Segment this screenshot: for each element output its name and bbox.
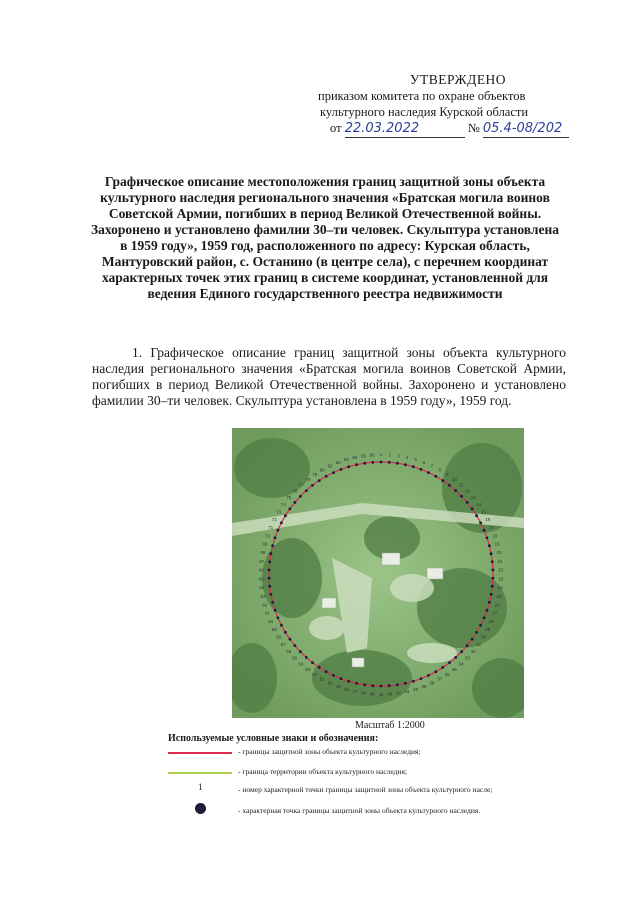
boundary-point-number: 22 — [498, 567, 504, 573]
boundary-point — [492, 569, 495, 572]
boundary-point — [488, 544, 491, 547]
boundary-point — [396, 683, 399, 686]
approval-heading: УТВЕРЖДЕНО — [409, 72, 507, 87]
boundary-point — [280, 521, 283, 524]
boundary-point-number: 9 — [445, 471, 449, 477]
boundary-point-number: 58 — [276, 634, 282, 640]
boundary-point — [363, 462, 366, 465]
boundary-point-number: 43 — [387, 691, 393, 697]
boundary-point — [441, 666, 444, 669]
boundary-point-number: 67 — [259, 558, 265, 564]
boundary-point — [490, 552, 493, 555]
boundary-point — [277, 616, 280, 619]
legend-text-territory: - граница территории объекта культурного наследия; — [238, 767, 407, 776]
boundary-point — [305, 489, 308, 492]
document-title: Графическое описание местоположения границ защитной зоны объекта культурного наследия регионального значения «Братская могила воинов Советской Армии, погибших в период Великой Отечественной войны. Захоронено и установлено фамилии 30–ти человек. Скульптура установлена в 1959 году», 1959 год, расположенного по адресу: Курская область, Мантуровский район, с. Останино (в центре села), с перечнем координат характерных точек этих границ в системе координат, установленной для ведения Единого государственного реестра недвижимости — [91, 174, 559, 301]
boundary-point — [284, 631, 287, 634]
approval-signature-line — [330, 120, 608, 138]
boundary-point-number: 8 — [438, 467, 441, 473]
boundary-point — [363, 683, 366, 686]
boundary-point-number: 30 — [480, 634, 486, 640]
boundary-point — [280, 624, 283, 627]
boundary-point-number: 35 — [451, 667, 457, 672]
boundary-point-number: 48 — [343, 686, 349, 692]
boundary-point — [289, 507, 292, 510]
boundary-point-number: 62 — [262, 602, 268, 608]
boundary-point — [274, 536, 277, 539]
boundary-point — [277, 529, 280, 532]
approval-line-2: культурного наследия Курской области — [320, 105, 529, 119]
boundary-point — [380, 685, 383, 688]
boundary-point-number: 50 — [327, 680, 333, 686]
boundary-point-number: 74 — [280, 502, 286, 508]
boundary-point — [466, 501, 469, 504]
boundary-point — [294, 644, 297, 647]
boundary-point-number: 71 — [268, 525, 274, 531]
map-svg — [232, 428, 524, 718]
boundary-point — [268, 585, 271, 588]
legend-dot-icon — [195, 803, 206, 814]
legend-number-glyph: 1 — [198, 782, 203, 792]
boundary-point — [318, 666, 321, 669]
boundary-point — [347, 680, 350, 683]
boundary-point-number: 80 — [319, 467, 325, 473]
boundary-point-number: 86 — [369, 452, 375, 458]
boundary-point-number: 44 — [378, 692, 384, 697]
legend-green-line — [168, 772, 232, 774]
boundary-point-number: 81 — [327, 463, 333, 469]
boundary-point — [404, 463, 407, 466]
boundary-point — [371, 684, 374, 687]
boundary-point-number: 70 — [264, 533, 270, 539]
boundary-point-number: 56 — [286, 648, 292, 654]
boundary-point-number: 52 — [312, 672, 318, 678]
boundary-point — [268, 569, 271, 572]
boundary-point-number: 46 — [360, 690, 367, 696]
boundary-point — [404, 682, 407, 685]
boundary-point — [299, 650, 302, 653]
boundary-point — [289, 638, 292, 641]
boundary-point-number: 6 — [422, 459, 426, 465]
legend-text-dot: - характерная точка границы защитной зоны объекта культурного наследия. — [238, 806, 481, 815]
boundary-point-number: 69 — [262, 541, 268, 547]
boundary-point — [491, 585, 494, 588]
boundary-point-number: 3 — [397, 453, 400, 459]
boundary-point — [434, 475, 437, 478]
legend-title: Используемые условные знаки и обозначения: — [168, 733, 379, 744]
boundary-point — [284, 514, 287, 517]
boundary-point — [274, 609, 277, 612]
boundary-point-number: 45 — [369, 691, 375, 697]
boundary-point — [268, 560, 271, 563]
boundary-point — [355, 463, 358, 466]
legend-text-number: - номер характерной точки границы защитной зоны объекта культурного насле; — [238, 785, 493, 794]
description-paragraph: 1. Графическое описание границ защитной зоны объекта культурного наследия регионального значения «Братская могила воинов Советской Армии, погибших в период Великой Отечественной войны. Захоронено и установлено фамилии 30–ти человек. Скульптура установлена в 1959 году», 1959 год. — [92, 345, 566, 408]
boundary-point-number: 32 — [470, 648, 476, 654]
boundary-point — [420, 468, 423, 471]
map-scale: Масштаб 1:2000 — [355, 720, 425, 731]
boundary-point — [490, 593, 493, 596]
boundary-point-number: 79 — [312, 471, 318, 477]
boundary-point-number: 24 — [497, 585, 503, 591]
boundary-point — [460, 650, 463, 653]
satellite-map — [232, 428, 524, 718]
boundary-point-number: 11 — [458, 482, 464, 488]
boundary-point-number: 42 — [395, 690, 402, 696]
boundary-point — [475, 514, 478, 517]
boundary-point — [268, 577, 271, 580]
boundary-point-number: 39 — [421, 684, 427, 690]
boundary-point — [270, 593, 273, 596]
boundary-point-number: 51 — [319, 676, 325, 682]
boundary-point-number: 20 — [496, 550, 502, 556]
number-prefix: № — [467, 121, 480, 135]
boundary-point — [448, 484, 451, 487]
boundary-point-number: 5 — [414, 457, 417, 463]
legend-text-boundary: - границы защитной зоны объекта культурного наследия; — [238, 747, 421, 756]
boundary-point-number: 12 — [464, 488, 470, 494]
boundary-point — [305, 656, 308, 659]
boundary-point-number: 38 — [429, 680, 435, 686]
number-value: 05.4-08/202 — [483, 121, 569, 138]
boundary-point — [311, 484, 314, 487]
boundary-point-number: 7 — [430, 463, 434, 469]
boundary-point-number: 60 — [268, 618, 274, 624]
boundary-point-number: 49 — [335, 684, 341, 690]
boundary-point-number: 36 — [444, 672, 450, 678]
boundary-point-number: 82 — [335, 459, 341, 465]
date-value: 22.03.2022 — [345, 121, 465, 138]
boundary-point-number: 53 — [305, 667, 311, 672]
boundary-point — [491, 560, 494, 563]
boundary-point-number: 54 — [298, 661, 304, 667]
boundary-point-number: 16 — [485, 517, 491, 523]
boundary-point — [448, 661, 451, 664]
boundary-point-number: 77 — [298, 482, 304, 488]
boundary-point — [488, 601, 491, 604]
boundary-point — [325, 670, 328, 673]
boundary-point-number: 1 — [379, 452, 383, 457]
boundary-point — [380, 461, 383, 464]
boundary-point — [434, 670, 437, 673]
boundary-point-number: 37 — [437, 676, 443, 682]
approval-block — [318, 72, 608, 138]
boundary-point-number: 40 — [413, 686, 419, 692]
boundary-point — [294, 501, 297, 504]
boundary-point — [466, 644, 469, 647]
boundary-point — [271, 544, 274, 547]
boundary-point — [371, 461, 374, 464]
boundary-point-number: 73 — [276, 509, 282, 515]
boundary-point-number: 85 — [360, 453, 367, 459]
boundary-point-number: 78 — [305, 477, 311, 482]
boundary-point — [454, 489, 457, 492]
boundary-point-number: 21 — [497, 558, 503, 564]
boundary-point — [355, 682, 358, 685]
boundary-point-number: 19 — [494, 541, 500, 547]
boundary-point — [412, 465, 415, 468]
boundary-point-number: 64 — [259, 585, 265, 591]
boundary-point — [388, 461, 391, 464]
boundary-point — [483, 529, 486, 532]
boundary-point-number: 72 — [271, 517, 277, 523]
boundary-point — [388, 684, 391, 687]
boundary-point-number: 57 — [280, 641, 286, 647]
boundary-point-number: 23 — [498, 576, 504, 582]
boundary-point — [332, 471, 335, 474]
boundary-point-number: 66 — [258, 567, 264, 573]
boundary-point-number: 63 — [260, 593, 266, 599]
boundary-point-number: 76 — [292, 488, 298, 494]
boundary-point — [271, 601, 274, 604]
boundary-point — [471, 638, 474, 641]
boundary-point-number: 26 — [494, 602, 500, 608]
date-prefix: от — [330, 121, 342, 135]
boundary-point-number: 25 — [496, 593, 502, 599]
boundary-point-number: 14 — [476, 502, 482, 508]
boundary-point — [332, 674, 335, 677]
boundary-point — [441, 479, 444, 482]
boundary-point-number: 31 — [476, 641, 482, 647]
boundary-point-number: 2 — [388, 452, 392, 458]
boundary-point-number: 13 — [470, 495, 476, 501]
boundary-point — [486, 536, 489, 539]
boundary-point — [270, 552, 273, 555]
boundary-point-number: 83 — [343, 457, 349, 463]
boundary-point-number: 47 — [352, 689, 358, 695]
boundary-point — [412, 680, 415, 683]
boundary-point-number: 34 — [458, 661, 464, 667]
boundary-point-number: 27 — [492, 610, 498, 616]
boundary-point — [483, 616, 486, 619]
boundary-point — [340, 468, 343, 471]
boundary-point-number: 68 — [260, 550, 266, 556]
boundary-point-number: 15 — [480, 509, 486, 515]
boundary-point — [471, 507, 474, 510]
boundary-point-number: 65 — [258, 576, 264, 582]
boundary-point-number: 59 — [271, 626, 277, 632]
boundary-point-number: 61 — [264, 610, 270, 616]
boundary-point — [492, 577, 495, 580]
boundary-point-number: 17 — [488, 525, 494, 531]
boundary-point-number: 4 — [405, 454, 409, 460]
boundary-point-number: 33 — [464, 655, 470, 661]
boundary-point-number: 28 — [488, 618, 494, 624]
boundary-point — [340, 677, 343, 680]
boundary-point — [427, 471, 430, 474]
boundary-point — [420, 677, 423, 680]
boundary-point — [396, 462, 399, 465]
boundary-point — [318, 479, 321, 482]
approval-line-1: приказом комитета по охране объектов — [318, 89, 526, 103]
boundary-point — [486, 609, 489, 612]
boundary-point — [479, 624, 482, 627]
boundary-point-number: 55 — [292, 655, 298, 661]
boundary-point — [454, 656, 457, 659]
boundary-point — [460, 495, 463, 498]
boundary-point-number: 10 — [451, 477, 457, 482]
boundary-point-number: 18 — [492, 533, 498, 539]
boundary-point-number: 29 — [485, 626, 491, 632]
boundary-point — [325, 475, 328, 478]
boundary-point — [311, 661, 314, 664]
boundary-point — [427, 674, 430, 677]
boundary-point-number: 75 — [286, 495, 292, 501]
boundary-point — [347, 465, 350, 468]
legend-red-line — [168, 752, 232, 754]
boundary-point-number: 41 — [404, 689, 410, 695]
boundary-point — [299, 495, 302, 498]
boundary-point-number: 84 — [352, 454, 358, 460]
boundary-point — [479, 521, 482, 524]
boundary-point — [475, 631, 478, 634]
